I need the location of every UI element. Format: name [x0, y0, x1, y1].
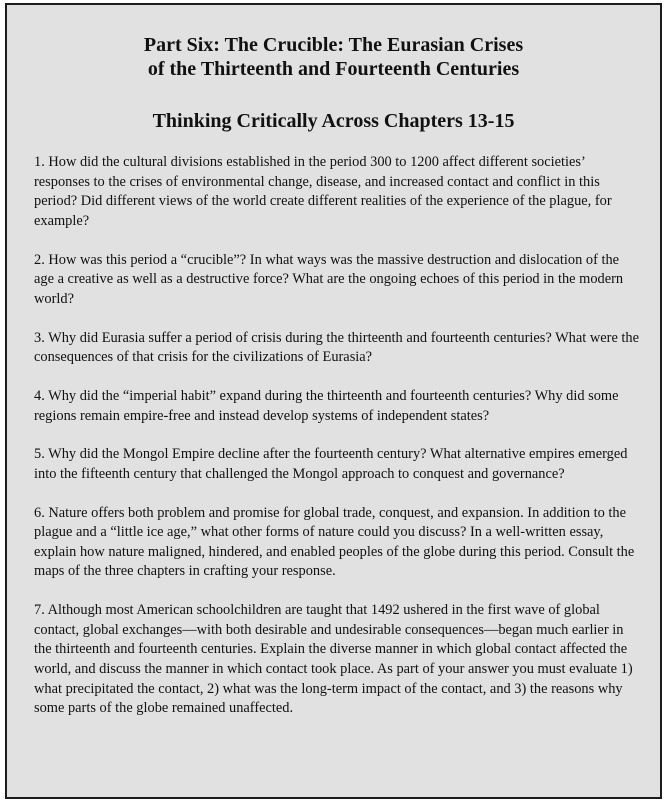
question-5: 5. Why did the Mongol Empire decline after the fourteenth century? What alternative empires emerged into the fifteenth century that challenged the Mongol approach to conquest and governance?	[34, 446, 628, 482]
question-1: 1. How did the cultural divisions established in the period 300 to 1200 affect different societies’ responses to the crises of environmental change, disease, and increased contact and conflict in this period? Did different views of the world create different realities of the experience of the plague, for example?	[34, 154, 612, 229]
question-4: 4. Why did the “imperial habit” expand during the thirteenth and fourteenth centuries? Why did some regions remain empire-free and instead develop systems of independent states?	[34, 387, 619, 424]
document-page	[5, 3, 662, 799]
document-title	[7, 33, 660, 81]
title-line-2: of the Thirteenth and Fourteenth Centuries	[147, 58, 520, 80]
question-2: 2. How was this period a “crucible”? In what ways was the massive destruction and dislocation of the age a creative as well as a destructive force? What are the ongoing echoes of this period in the modern world?	[34, 251, 624, 307]
question-3: 3. Why did Eurasia suffer a period of crisis during the thirteenth and fourteenth centuries? What were the consequences of that crisis for the civilizations of Eurasia?	[34, 329, 640, 366]
question-6: 6. Nature offers both problem and promise for global trade, conquest, and expansion. In addition to the plague and a “little ice age,” what other forms of nature could you discuss? In a well-written essay, explain how nature maligned, hindered, and enabled peoples of the globe during this period. Consult the maps of the three chapters in crafting your response.	[34, 504, 635, 580]
title-line-1: Part Six: The Crucible: The Eurasian Crises	[143, 34, 524, 56]
document-subtitle: Thinking Critically Across Chapters 13-15	[152, 110, 515, 132]
question-7: 7. Although most American schoolchildren are taught that 1492 ushered in the first wave of global contact, global exchanges—with both desirable and undesirable consequences—began much earlier in the thirteenth and fourteenth centuries. Explain the diverse manner in which global contact affected the world, and discuss the manner in which contact took place. As part of your answer you must evaluate 1) what precipitated the contact, 2) what was the long-term impact of the contact, and 3) the reasons why some parts of the globe remained unaffected.	[34, 602, 633, 717]
question-list	[34, 153, 642, 738]
